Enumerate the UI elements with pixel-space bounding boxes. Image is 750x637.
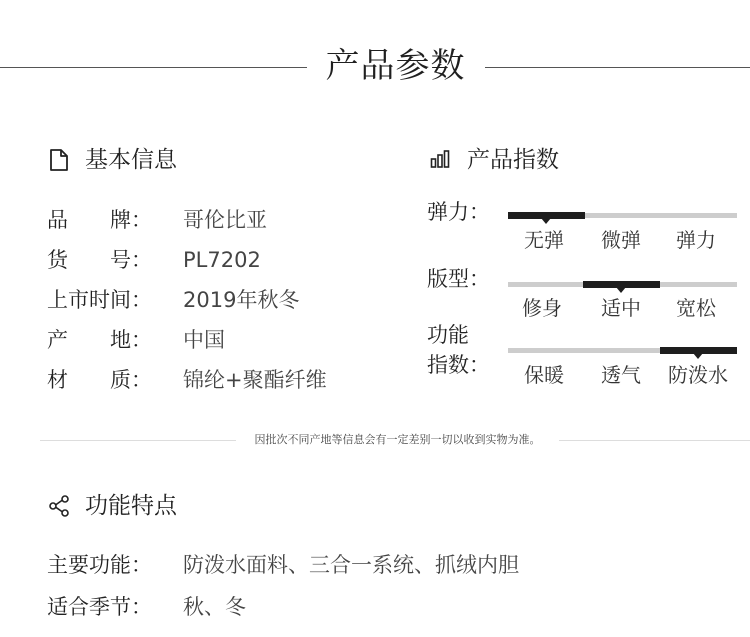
feature-key: 适合季节： <box>47 595 152 619</box>
info-key: 品 牌： <box>47 208 152 232</box>
scale-option: 微弹 <box>601 228 641 252</box>
bar-chart-icon <box>430 148 452 172</box>
product-index-title: 产品指数 <box>467 147 559 173</box>
scale-options-fit <box>508 293 737 323</box>
scale-option: 透气 <box>601 363 641 387</box>
page-title: 产品参数 <box>325 46 466 86</box>
scale-bar-fit <box>508 282 737 287</box>
scale-indicator <box>508 212 585 219</box>
share-icon <box>48 494 70 518</box>
info-value: PL7202 <box>183 248 261 272</box>
feature-value: 防泼水面料、三合一系统、抓绒内胆 <box>183 553 519 577</box>
info-value: 锦纶+聚酯纤维 <box>183 368 327 392</box>
header-rule-left <box>0 67 307 68</box>
scale-label-function-line2: 指数： <box>427 353 490 377</box>
scale-option: 无弹 <box>524 228 564 252</box>
info-key: 产 地： <box>47 328 152 352</box>
features-header <box>48 494 70 522</box>
note-rule-left <box>40 440 236 441</box>
scale-option: 修身 <box>522 296 562 320</box>
scale-option: 防泼水 <box>668 363 728 387</box>
info-key: 材 质： <box>47 368 152 392</box>
scale-label-function-line1: 功能 <box>427 323 469 347</box>
document-icon <box>48 148 70 172</box>
scale-bar-elasticity <box>508 213 737 218</box>
scale-bar-function <box>508 348 737 353</box>
info-value: 2019年秋冬 <box>183 288 300 312</box>
scale-option: 保暖 <box>524 363 564 387</box>
disclaimer-note: 因批次不同产地等信息会有一定差别一切以收到实物为准。 <box>254 433 541 446</box>
note-rule-right <box>559 440 750 441</box>
header-rule-right <box>485 67 750 68</box>
scale-options-elasticity <box>508 225 737 255</box>
scale-option: 适中 <box>601 296 641 320</box>
feature-key: 主要功能： <box>47 553 152 577</box>
scale-label-elasticity: 弹力： <box>427 200 490 224</box>
scale-option: 宽松 <box>676 296 716 320</box>
scale-label-fit: 版型： <box>427 267 490 291</box>
info-key: 上市时间： <box>47 288 152 312</box>
scale-option: 弹力 <box>676 228 716 252</box>
info-value: 哥伦比亚 <box>183 208 267 232</box>
basic-info-title: 基本信息 <box>85 147 177 173</box>
features-title: 功能特点 <box>85 493 177 519</box>
scale-options-function <box>508 360 737 390</box>
scale-indicator <box>583 281 660 288</box>
info-value: 中国 <box>183 328 225 352</box>
scale-indicator <box>660 347 737 354</box>
feature-value: 秋、冬 <box>183 595 246 619</box>
info-key: 货 号： <box>47 248 152 272</box>
product-index-header <box>430 148 452 176</box>
basic-info-header <box>48 148 70 176</box>
